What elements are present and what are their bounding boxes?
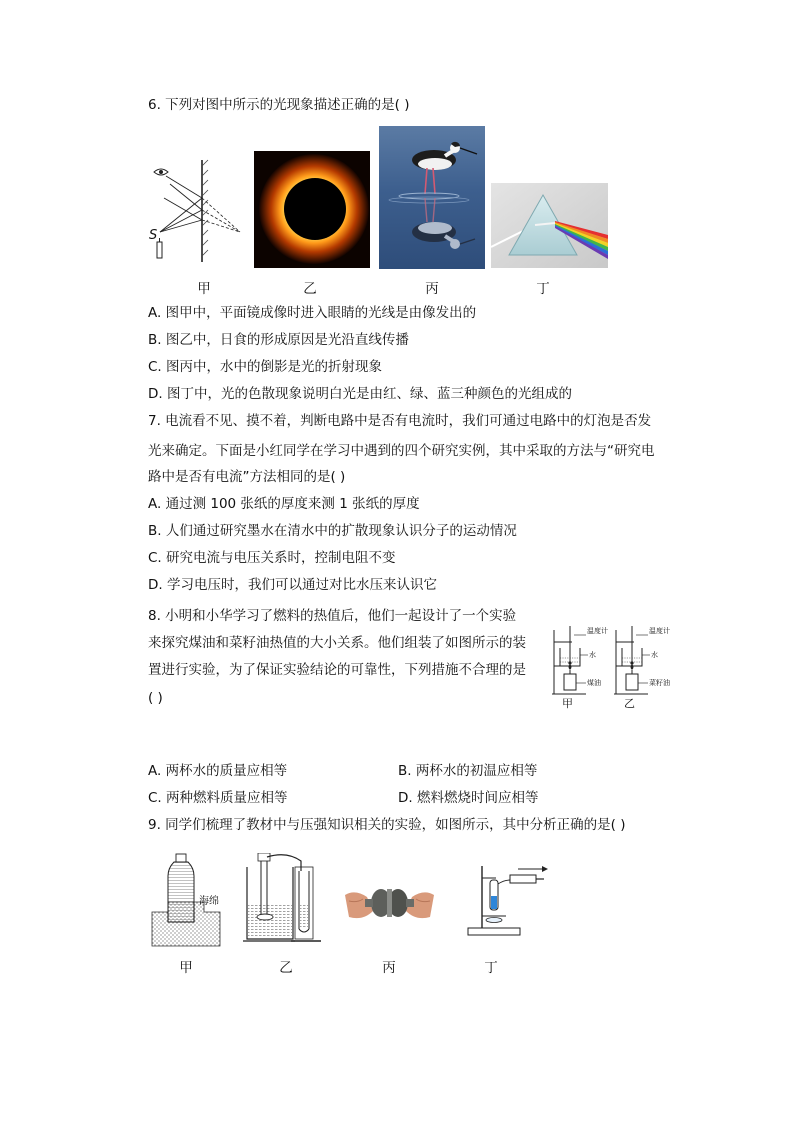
- q9-stem: 9. 同学们梳理了教材中与压强知识相关的实验，如图所示，其中分析正确的是( ): [148, 817, 626, 833]
- q8-label-fuel-yi: 菜籽油: [649, 679, 670, 687]
- q6-source-label: S: [149, 228, 158, 243]
- q6-option-a: A. 图甲中，平面镜成像时进入眼睛的光线是由像发出的: [148, 305, 477, 321]
- q9-figure-label-yi: 乙: [279, 960, 293, 976]
- q6-stem: 6. 下列对图中所示的光现象描述正确的是( ): [148, 97, 410, 113]
- q6-figure-ding-prism-dispersion-image: [491, 183, 608, 268]
- q6-figure-jia-mirror-diagram: [140, 158, 248, 266]
- q6-figure-bing-bird-reflection-photo: [379, 126, 485, 269]
- q7-option-d: D. 学习电压时，我们可以通过对比水压来认识它: [148, 577, 437, 593]
- q8-stem-line-1: 8. 小明和小华学习了燃料的热值后，他们一起设计了一个实验: [148, 608, 517, 624]
- q8-option-b: B. 两杯水的初温应相等: [398, 763, 538, 779]
- q8-figure-label-yi: 乙: [624, 697, 635, 710]
- q7-option-a: A. 通过测 100 张纸的厚度来测 1 张纸的厚度: [148, 496, 420, 512]
- q8-label-thermometer-yi: 温度计: [649, 627, 670, 635]
- q8-option-a: A. 两杯水的质量应相等: [148, 763, 288, 779]
- q9-figure-yi-pressure-gauge-diagram: [243, 853, 323, 949]
- q6-figure-label-yi: 乙: [303, 281, 317, 297]
- q6-option-d: D. 图丁中，光的色散现象说明白光是由红、绿、蓝三种颜色的光组成的: [148, 386, 572, 402]
- q7-stem-line-2: 光来确定。下面是小红同学在学习中遇到的四个研究实例，其中采取的方法与“研究电: [148, 443, 655, 459]
- q7-stem-line-3: 路中是否有电流”方法相同的是( ): [148, 469, 346, 485]
- q7-option-c: C. 研究电流与电压关系时，控制电阻不变: [148, 550, 396, 566]
- q8-option-d: D. 燃料燃烧时间应相等: [398, 790, 539, 806]
- q6-figure-label-jia: 甲: [197, 281, 211, 297]
- q8-stem-line-3: 置进行实验，为了保证实验结论的可靠性，下列措施不合理的是: [148, 662, 526, 678]
- q9-figure-ding-syringe-boiling-diagram: [466, 862, 552, 938]
- q6-figure-label-ding: 丁: [536, 281, 550, 297]
- q8-label-fuel-jia: 煤油: [587, 679, 601, 687]
- q9-figure-label-ding: 丁: [484, 960, 498, 976]
- q8-option-c: C. 两种燃料质量应相等: [148, 790, 288, 806]
- q7-stem-line-1: 7. 电流看不见、摸不着，判断电路中是否有电流时，我们可通过电路中的灯泡是否发: [148, 413, 652, 429]
- q6-figure-label-bing: 丙: [425, 281, 439, 297]
- q6-figure-yi-solar-eclipse-image: [254, 151, 370, 268]
- q6-option-c: C. 图丙中，水中的倒影是光的折射现象: [148, 359, 383, 375]
- q8-stem-line-4: ( ): [148, 690, 163, 706]
- q8-label-water-jia: 水: [589, 651, 596, 659]
- q9-sponge-label: 海绵: [199, 896, 219, 907]
- q7-option-b: B. 人们通过研究墨水在清水中的扩散现象认识分子的运动情况: [148, 523, 517, 539]
- q6-option-b: B. 图乙中，日食的形成原因是光沿直线传播: [148, 332, 409, 348]
- q9-figure-bing-magdeburg-hemispheres-photo: [343, 875, 436, 931]
- q8-figure-label-jia: 甲: [562, 697, 573, 710]
- q9-figure-label-bing: 丙: [382, 960, 396, 976]
- q8-label-thermometer-jia: 温度计: [587, 627, 608, 635]
- q9-figure-label-jia: 甲: [179, 960, 193, 976]
- q8-stem-line-2: 来探究煤油和菜籽油热值的大小关系。他们组装了如图所示的装: [148, 635, 526, 651]
- q8-label-water-yi: 水: [651, 651, 658, 659]
